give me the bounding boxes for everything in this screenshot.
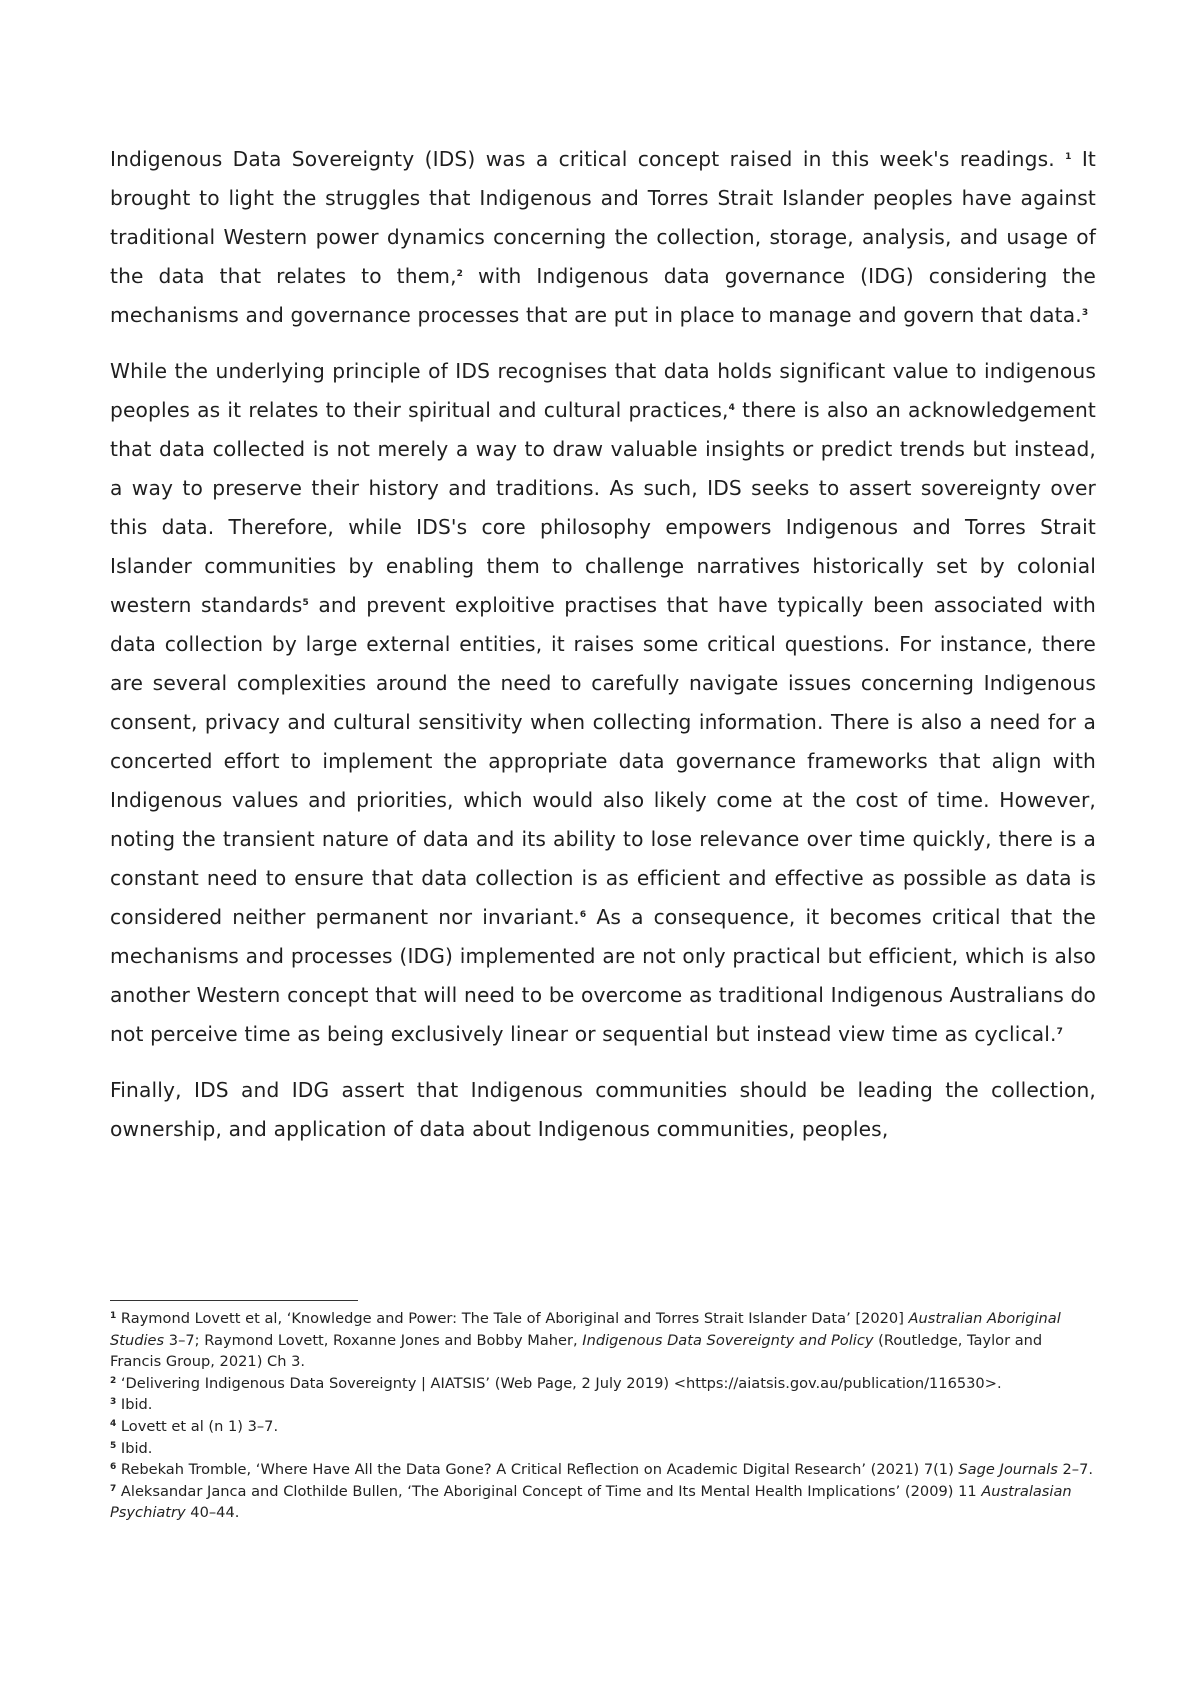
paragraph-text: Finally, IDS and IDG assert that Indigenous communities should be leading the collection, ownership, and application of data about Indigenous communities, peoples, [110, 1078, 1096, 1141]
paragraph [110, 140, 1096, 335]
footnote-text: 2–7. [1057, 1461, 1093, 1479]
footnote-reference[interactable]: 2 [456, 269, 464, 279]
footnote-source-title: Australian Aboriginal Studies [110, 1310, 1061, 1349]
footnote-3 [110, 1394, 1096, 1416]
footnote-text: Raymond Lovett et al, ‘Knowledge and Power: The Tale of Aboriginal and Torres Strait Islander Data’ [2020] [116, 1310, 909, 1327]
footnote-reference[interactable]: 4 [728, 403, 735, 413]
footnote-source-title: Indigenous Data Sovereignty and Policy [582, 1331, 874, 1349]
footnote-text: Ibid. [116, 1439, 153, 1457]
footnote-source-title: Sage Journals [958, 1461, 1058, 1479]
footnote-text: Lovett et al (n 1) 3–7. [116, 1417, 279, 1435]
body-text [110, 140, 1096, 1166]
paragraph-text: Indigenous Data Sovereignty (IDS) was a critical concept raised in this week's readings. [110, 147, 1066, 171]
paragraph-text: While the underlying principle of IDS recognises that data holds significant value to indigenous peoples as it relates to their spiritual and cultural practices, [110, 359, 1096, 422]
footnote-text: 3–7; Raymond Lovett, Roxanne Jones and Bobby Maher, [164, 1331, 583, 1349]
footnote-text: Aleksandar Janca and Clothilde Bullen, ‘The Aboriginal Concept of Time and Its Mental Health Implications’ (2009) 11 [116, 1482, 982, 1500]
paragraph-text: It brought to light the struggles that Indigenous and Torres Strait Islander peoples have against traditional Western power dynamics concerning the collection, storage, analysis, and usage of the data that relates to them, [110, 147, 1096, 288]
footnote-6 [110, 1459, 1096, 1481]
footnote-text: ‘Delivering Indigenous Data Sovereignty | AIATSIS’ (Web Page, 2 July 2019) <https://aiatsis.gov.au/publication/116530>. [116, 1374, 1002, 1392]
footnote-2 [110, 1373, 1096, 1395]
footnote-reference[interactable]: 5 [302, 598, 309, 608]
footnote-reference[interactable]: 3 [1081, 308, 1089, 318]
footnote-number: 7 [110, 1483, 117, 1494]
footnote-number: 5 [110, 1440, 117, 1451]
paragraph [110, 352, 1096, 1054]
footnote-number: 1 [110, 1311, 117, 1321]
footnote-reference[interactable]: 1 [1065, 152, 1072, 162]
footnote-source-title: Australasian Psychiatry [110, 1482, 1072, 1522]
footnote-text: Ibid. [116, 1396, 153, 1414]
paragraph [110, 1071, 1096, 1149]
footnote-number: 6 [110, 1462, 117, 1473]
paragraph-text: and prevent exploitive practises that have typically been associated with data collection by large external entities, it raises some critical questions. For instance, there are several complexities around the need to carefully navigate issues concerning Indigenous consent, privacy and cultural sensitivity when collecting information. There is also a need for a concerted effort to implement the appropriate data governance frameworks that align with Indigenous values and priorities, which would also likely come at the cost of time. However, noting the transient nature of data and its ability to lose relevance over time quickly, there is a constant need to ensure that data collection is as efficient and effective as possible as data is considered neither permanent nor invariant. [110, 593, 1096, 929]
footnote-5 [110, 1438, 1096, 1460]
paragraph-text: As a consequence, it becomes critical that the mechanisms and processes (IDG) implemented are not only practical but efficient, which is also another Western concept that will need to be overcome as traditional Indigenous Australians do not perceive time as being exclusively linear or sequential but instead view time as cyclical. [110, 905, 1097, 1046]
footnote-reference[interactable]: 7 [1056, 1027, 1063, 1037]
footnote-number: 4 [110, 1418, 117, 1429]
footnote-1 [110, 1308, 1096, 1373]
footnote-text: 40–44. [185, 1504, 240, 1522]
footnote-number: 3 [110, 1397, 117, 1408]
footnote-separator [110, 1300, 358, 1301]
footnote-7 [110, 1481, 1096, 1524]
footnote-number: 2 [110, 1375, 117, 1386]
footnote-text: (Routledge, Taylor and Francis Group, 2021) Ch 3. [110, 1331, 1043, 1371]
footnote-4 [110, 1416, 1096, 1438]
paragraph-text: there is also an acknowledgement that data collected is not merely a way to draw valuable insights or predict trends but instead, a way to preserve their history and traditions. As such, IDS seeks to assert sovereignty over this data. Therefore, while IDS's core philosophy empowers Indigenous and Torres Strait Islander communities by enabling them to challenge narratives historically set by colonial western standards [110, 398, 1096, 617]
footnote-text: Rebekah Tromble, ‘Where Have All the Data Gone? A Critical Reflection on Academic Digital Research’ (2021) 7(1) [116, 1461, 959, 1479]
paragraph-text: with Indigenous data governance (IDG) considering the mechanisms and governance processes that are put in place to manage and govern that data. [110, 264, 1096, 327]
footnote-reference[interactable]: 6 [579, 910, 587, 920]
footnotes [110, 1308, 1096, 1524]
